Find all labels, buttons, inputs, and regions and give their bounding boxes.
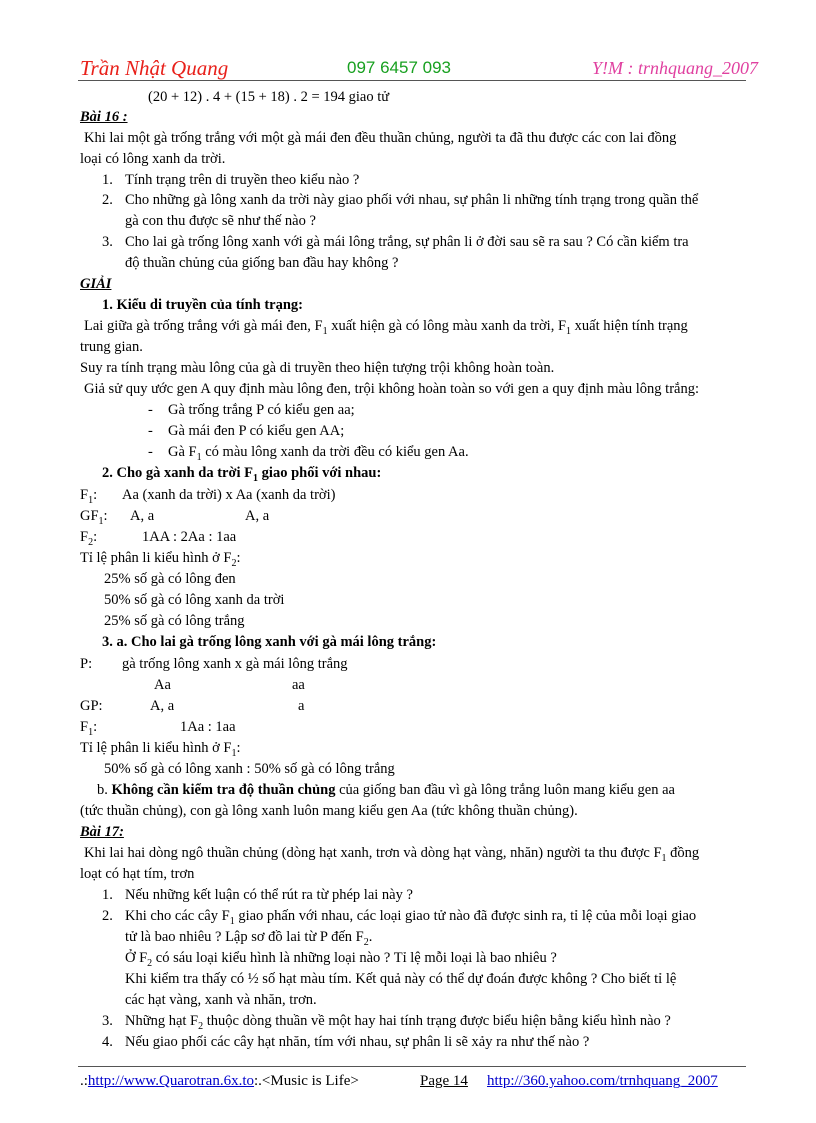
bai17-q2-c: Ở $F_2$ có sáu loại kiểu hình là những loại nào ? Tỉ lệ mỗi loại là bao nhiêu ? xyxy=(125,950,557,969)
header-divider xyxy=(78,80,746,81)
gp-gametes-a: A, a xyxy=(150,698,175,714)
bai17-q2-d: Khi kiểm tra thấy có ½ số hạt màu tím. Kết quả này có thể dự đoán được không ? Cho biết tỉ lệ xyxy=(125,971,677,987)
p-genotype-a: Aa xyxy=(154,677,171,693)
bullet-dash: - xyxy=(148,402,153,418)
page-number: Page 14 xyxy=(420,1073,468,1089)
bai16-q3-number: 3. xyxy=(102,234,113,250)
bai17-q1-number: 1. xyxy=(102,887,113,903)
section3b-line1: b. Không cần kiểm tra độ thuần chủng của giống ban đầu vì gà lông trắng luôn mang kiểu gen aa xyxy=(97,782,675,798)
phone-number: 097 6457 093 xyxy=(347,58,451,77)
gf1-gametes-a: A, a xyxy=(130,508,155,524)
section2-title: 2. Cho gà xanh da trời $F_1$ giao phối với nhau: xyxy=(102,465,382,484)
gf1-label: $GF_1$: xyxy=(80,508,108,527)
f2-label: $F_2$: xyxy=(80,529,98,548)
giai-title: GIẢI xyxy=(80,276,112,292)
footer-link-quarotran[interactable]: http://www.Quarotran.6x.to xyxy=(87,1073,255,1089)
section3-title: 3. a. Cho lai gà trống lông xanh với gà mái lông trắng: xyxy=(102,634,437,650)
yahoo-id: Y!M : trnhquang_2007 xyxy=(592,58,758,78)
bai16-intro-1: Khi lai một gà trống trắng với một gà mái đen đều thuần chủng, người ta đã thu được các con lai đồng xyxy=(84,130,677,146)
bullet-dash: - xyxy=(148,444,153,460)
p-genotype-b: aa xyxy=(292,677,305,693)
bai17-intro-1: Khi lai hai dòng ngô thuần chủng (dòng hạt xanh, trơn và dòng hạt vàng, nhăn) người ta thu được $F_1$ đồng xyxy=(84,845,700,864)
carryover-line: (20 + 12) . 4 + (15 + 18) . 2 = 194 giao tử xyxy=(148,89,390,105)
bai16-q3-a: Cho lai gà trống lông xanh với gà mái lông trắng, sự phân li ở đời sau sẽ ra sau ? Có cần kiểm tra xyxy=(125,234,689,250)
gf1-gametes-b: A, a xyxy=(245,508,270,524)
bullet-1: Gà trống trắng P có kiểu gen aa; xyxy=(168,402,355,418)
footer-link-yahoo[interactable]: http://360.yahoo.com/trnhquang_2007 xyxy=(487,1073,718,1089)
s3-ratio: 50% số gà có lông xanh : 50% số gà có lông trắng xyxy=(104,761,395,777)
bai16-q1-number: 1. xyxy=(102,172,113,188)
gp-label: GP: xyxy=(80,698,103,714)
bai17-q1: Nếu những kết luận có thể rút ra từ phép lai này ? xyxy=(125,887,413,903)
s3-f1-label: $F_1$: xyxy=(80,719,98,738)
bai17-intro-2: loạt có hạt tím, trơn xyxy=(80,866,195,882)
bai16-q3-b: độ thuần chủng của giống ban đầu hay không ? xyxy=(125,255,399,271)
f2-genotypes: 1AA : 2Aa : 1aa xyxy=(142,529,237,545)
bullet-dash: - xyxy=(148,423,153,439)
gp-gametes-b: a xyxy=(298,698,305,714)
bai16-title: Bài 16 : xyxy=(80,109,128,125)
bai16-q1: Tính trạng trên di truyền theo kiểu nào ? xyxy=(125,172,360,188)
section1-p1-cont: trung gian. xyxy=(80,339,143,355)
p-cross: gà trống lông xanh x gà mái lông trắng xyxy=(122,656,348,672)
author-name: Trần Nhật Quang xyxy=(80,56,229,80)
f1-cross: Aa (xanh da trời) x Aa (xanh da trời) xyxy=(122,487,336,503)
f2-ratio-3: 25% số gà có lông trắng xyxy=(104,613,245,629)
bullet-2: Gà mái đen P có kiểu gen AA; xyxy=(168,423,345,439)
footer-left: .:http://www.Quarotran.6x.to:.<Music is Life> xyxy=(80,1073,359,1089)
bai16-q2-a: Cho những gà lông xanh da trời này giao phối với nhau, sự phân li những tính trạng trong quần thể xyxy=(125,192,699,208)
bai16-intro-2: loại có lông xanh da trời. xyxy=(80,151,226,167)
f2-ratio-title: Tỉ lệ phân li kiểu hình ở $F_2$: xyxy=(80,550,241,569)
bai16-q2-number: 2. xyxy=(102,192,113,208)
p-label: P: xyxy=(80,656,93,672)
bai17-q2-number: 2. xyxy=(102,908,113,924)
bullet-3: Gà $F_1$ có màu lông xanh da trời đều có kiểu gen Aa. xyxy=(168,444,469,463)
bai17-q2-b: tử là bao nhiêu ? Lập sơ đồ lai từ P đến $F_2$. xyxy=(125,929,373,948)
f2-ratio-1: 25% số gà có lông đen xyxy=(104,571,236,587)
section1-title: 1. Kiểu di truyền của tính trạng: xyxy=(102,297,303,313)
bai17-q3-number: 3. xyxy=(102,1013,113,1029)
bai17-q2-e: các hạt vàng, xanh và nhăn, trơn. xyxy=(125,992,317,1008)
bai17-q3: Những hạt $F_2$ thuộc dòng thuần về một hay hai tính trạng được biểu hiện bằng kiểu hình nào ? xyxy=(125,1013,671,1032)
bai17-title: Bài 17: xyxy=(80,824,124,840)
section1-p2: Suy ra tính trạng màu lông của gà di truyền theo hiện tượng trội không hoàn toàn. xyxy=(80,360,555,376)
bai17-q4-number: 4. xyxy=(102,1034,113,1050)
f1-label: $F_1$: xyxy=(80,487,98,506)
section1-p1: Lai giữa gà trống trắng với gà mái đen, $F_1$ xuất hiện gà có lông màu xanh da trời, $F_1$ xuất hiện tính trạng xyxy=(84,318,688,337)
s3-ratio-title: Tỉ lệ phân li kiểu hình ở $F_1$: xyxy=(80,740,241,759)
footer-divider xyxy=(78,1066,746,1067)
section3b-line2: (tức thuần chủng), con gà lông xanh luôn mang kiểu gen Aa (tức không thuần chủng). xyxy=(80,803,578,819)
s3-f1-genotypes: 1Aa : 1aa xyxy=(180,719,236,735)
f2-ratio-2: 50% số gà có lông xanh da trời xyxy=(104,592,285,608)
bai16-q2-b: gà con thu được sẽ như thế nào ? xyxy=(125,213,316,229)
bai17-q4: Nếu giao phối các cây hạt nhăn, tím với nhau, sự phân li sẽ xảy ra như thế nào ? xyxy=(125,1034,590,1050)
section1-p3: Giả sử quy ước gen A quy định màu lông đen, trội không hoàn toàn so với gen a quy định màu lông trắng: xyxy=(84,381,700,397)
bai17-q2-a: Khi cho các cây $F_1$ giao phấn với nhau, các loại giao tử nào đã được sinh ra, tỉ lệ của mỗi loại giao xyxy=(125,908,697,927)
